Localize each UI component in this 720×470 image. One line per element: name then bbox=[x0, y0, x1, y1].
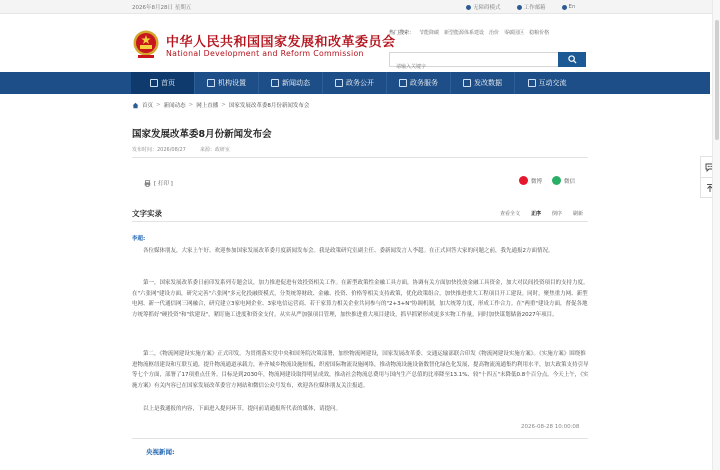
scrollbar-thumb[interactable] bbox=[715, 20, 719, 140]
share-wechat-button[interactable]: 微信 bbox=[552, 176, 575, 185]
hot-search-item[interactable]: 稳粮价格 bbox=[529, 30, 550, 36]
search-box bbox=[389, 52, 586, 67]
work-email-link[interactable]: 工作邮箱 bbox=[517, 3, 546, 11]
transcript-paragraph: 第二，《物流网建设实施方案》正式印发。为贯彻落实党中央和国务院决策部署，加快物流网建设，国家发展改革委、交通运输部联合印发《物流网建设实施方案》。《实施方案》围绕推进物流枢纽建设和互联互通，提升物流通道承载力，补齐城乡物流设施短板，织密国际物流设施网络，推动物流设施设备数智化绿色化发展，提高物流流通集约利用水平，加大政策支持引导等七个方面，部署了17项重点任务。目标是到2030年，物流网建设取得明显成效，推动社会物流总费用与国内生产总值的比率降至13.1%、较"十四五"末降低0.8个百分点。今天上午，《实施方案》有关内容已在国家发展改革委官方网站和微信公众号发布，欢迎各位媒体朋友关注报道。 bbox=[132, 351, 589, 389]
utility-links bbox=[466, 3, 576, 11]
accessibility-icon bbox=[466, 5, 471, 10]
transcript-tabs bbox=[500, 210, 583, 217]
tab-refresh[interactable]: 刷新 bbox=[573, 211, 584, 217]
organization-icon bbox=[207, 79, 215, 87]
tab-descending[interactable]: 倒序 bbox=[552, 211, 563, 217]
breadcrumb: 首页 > 新闻动态 > 网上直播 > 国家发展改革委8月份新闻发布会 bbox=[132, 101, 309, 109]
publish-date: 发布时间：2026/08/27 bbox=[132, 147, 186, 153]
chart-icon bbox=[463, 79, 471, 87]
mail-icon bbox=[517, 5, 522, 10]
search-button[interactable] bbox=[558, 52, 586, 67]
nav-public-affairs[interactable]: 政务公开 bbox=[323, 72, 387, 94]
page-title: 国家发展改革委8月份新闻发布会 bbox=[132, 129, 272, 140]
divider bbox=[132, 438, 588, 439]
speaker-name: 李超: bbox=[132, 236, 146, 242]
hot-searches bbox=[389, 29, 549, 36]
section-title: 文字实录 bbox=[132, 209, 162, 218]
main-navigation bbox=[0, 72, 710, 94]
site-header bbox=[0, 14, 720, 72]
share-bar bbox=[519, 176, 575, 185]
breadcrumb-news[interactable]: 新闻动态 bbox=[163, 103, 186, 109]
article-meta bbox=[132, 146, 230, 153]
breadcrumb-live[interactable]: 网上直播 bbox=[196, 103, 219, 109]
hot-search-item[interactable]: 新型能源体系建设 bbox=[444, 30, 485, 36]
breadcrumb-home[interactable]: 首页 bbox=[142, 103, 154, 109]
news-icon bbox=[271, 79, 279, 87]
site-title-chinese: 中华人民共和国国家发展和改革委员会 bbox=[166, 35, 396, 50]
site-title-english: National Development and Reform Commission bbox=[166, 49, 364, 58]
chat-icon bbox=[528, 79, 536, 87]
globe-icon bbox=[562, 5, 567, 10]
nav-government-services[interactable]: 政务服务 bbox=[387, 72, 451, 94]
hot-search-label: 热门搜索： bbox=[389, 30, 415, 36]
weibo-icon bbox=[519, 176, 528, 185]
scrollbar[interactable] bbox=[712, 0, 720, 470]
breadcrumb-current: 国家发展改革委8月份新闻发布会 bbox=[228, 103, 310, 109]
entry-timestamp: 2026-08-28 10:00:08 bbox=[521, 424, 580, 430]
share-weibo-button[interactable]: 微博 bbox=[519, 176, 542, 185]
nav-interaction[interactable]: 互动交流 bbox=[515, 72, 579, 94]
accessible-mode-link[interactable]: 无障碍模式 bbox=[466, 3, 501, 11]
nav-organization[interactable]: 机构设置 bbox=[195, 72, 259, 94]
current-date: 2026年8月28日 星期五 bbox=[132, 5, 192, 11]
print-button[interactable]: [ 打印 ] bbox=[144, 179, 173, 187]
next-speaker-name: 央视新闻: bbox=[146, 448, 175, 456]
transcript-paragraph: 第一，国家发展改革委日前印发系列专题会议，加力推进促进有效投资相关工作。在新型政策性金融工具方面，协调有关方面加快投放金融工具资金，加大对民间投资项目的支持力度。在"六张网"建设方面，研究完善"六张网"多元化投融资模式，分类统筹财政、金融、投资、价格等相关支持政策，优化政策组合，加快推进重大工程项目开工建设。同时，聚焦重力网、新型电网、新一代通信网三网融合，研究建立3家电网企业、3家电信运营商、若干家算力相关企业共同参与的"2+3+N"协调机制，加大统筹力度，形成工作合力。在"两重"建设方面，督促各地方统筹抓好"硬投资"和"软建设"，紧盯施工进度和资金支付，从实从严加强项目管理，加快推进重大项目建设，抓早抓紧形成更多实物工作量，同时加快谋划储备2027年项目。 bbox=[132, 280, 589, 318]
hot-search-item[interactable]: 治价 bbox=[489, 30, 500, 36]
divider bbox=[132, 157, 588, 158]
tab-view-all[interactable]: 查看全文 bbox=[500, 211, 521, 217]
hot-search-item[interactable]: 零碳园区 bbox=[504, 30, 525, 36]
transcript-paragraph: 各位媒体朋友，大家上午好。欢迎参加国家发展改革委月度新闻发布会。我是政策研究室副主任、委新闻发言人李超。在正式回答大家的问题之前，我先通报2方面情况。 bbox=[143, 248, 554, 254]
service-icon bbox=[399, 79, 407, 87]
printer-icon bbox=[144, 180, 151, 187]
nav-home[interactable]: 首页 bbox=[131, 72, 195, 94]
tab-ascending[interactable]: 正序 bbox=[531, 211, 542, 217]
home-icon bbox=[132, 102, 139, 109]
nav-news[interactable]: 新闻动态 bbox=[259, 72, 323, 94]
hot-search-item[interactable]: 节能降碳 bbox=[419, 30, 440, 36]
english-link[interactable]: En bbox=[562, 3, 576, 11]
home-icon bbox=[150, 79, 158, 87]
wechat-icon bbox=[552, 176, 561, 185]
top-utility-bar bbox=[0, 0, 720, 14]
search-icon bbox=[568, 55, 577, 64]
document-icon bbox=[335, 79, 343, 87]
article-source: 来源：政研室 bbox=[199, 147, 230, 153]
divider bbox=[132, 221, 588, 222]
national-emblem-logo[interactable] bbox=[132, 29, 160, 59]
transcript-paragraph: 以上是我通报的内容，下面进入提问环节，提问前请通报所代表的媒体，请提问。 bbox=[143, 406, 342, 412]
nav-data[interactable]: 发改数据 bbox=[451, 72, 515, 94]
